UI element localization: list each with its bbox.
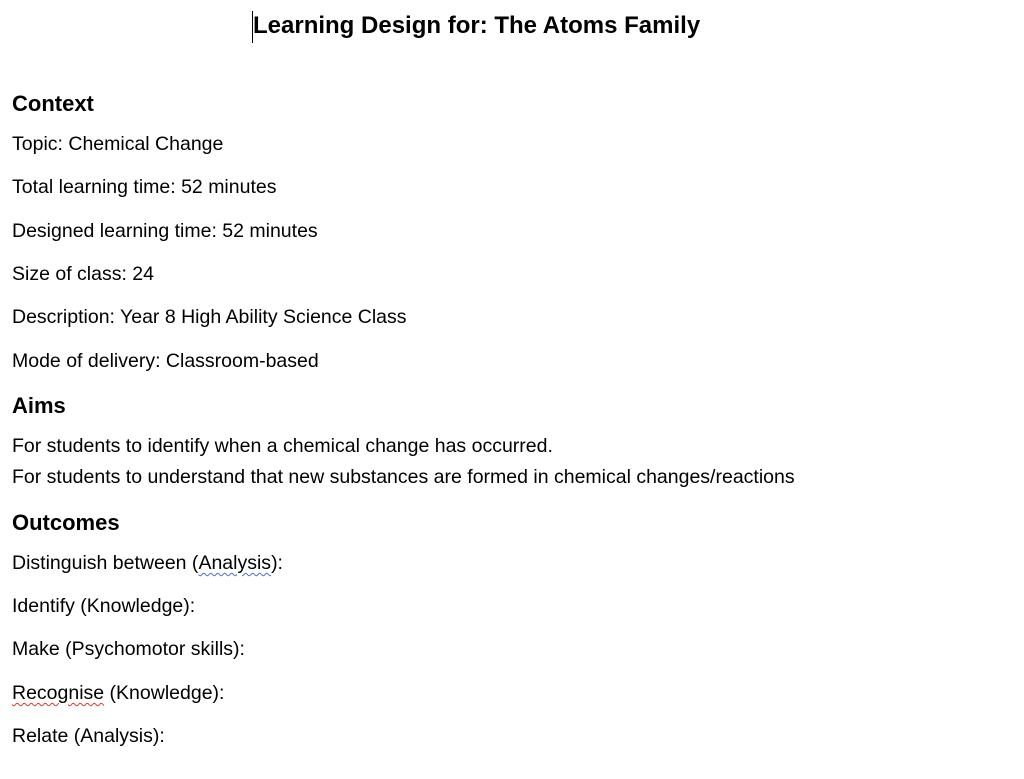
aims-heading: Aims (12, 393, 66, 418)
outcome-relate-line: Relate (Analysis): (12, 725, 165, 747)
aim-item-1: For students to identify when a chemical change has occurred. (12, 435, 553, 457)
outcome-recognise-line (12, 680, 224, 706)
total-learning-time-line: Total learning time: 52 minutes (12, 176, 277, 198)
document-title: Learning Design for: The Atoms Family (253, 12, 701, 39)
outcome-distinguish-prefix: Distinguish between ( (12, 552, 199, 574)
outcome-make-line: Make (Psychomotor skills): (12, 638, 245, 660)
outcome-identify-line: Identify (Knowledge): (12, 595, 196, 617)
outcomes-heading: Outcomes (12, 510, 120, 535)
aim-item-2: For students to understand that new substances are formed in chemical changes/reactions (12, 466, 795, 488)
outcome-distinguish-word: Analysis (198, 552, 272, 574)
description-line: Description: Year 8 High Ability Science Class (12, 306, 407, 328)
topic-line: Topic: Chemical Change (12, 133, 224, 155)
designed-learning-time-line: Designed learning time: 52 minutes (12, 220, 318, 242)
outcome-distinguish-suffix: ): (271, 552, 283, 574)
class-size-line: Size of class: 24 (12, 263, 154, 285)
outcome-recognise-suffix: (Knowledge): (104, 682, 225, 704)
outcome-distinguish-line (12, 550, 283, 576)
delivery-mode-line: Mode of delivery: Classroom-based (12, 350, 319, 372)
context-heading: Context (12, 91, 94, 116)
outcome-recognise-word: Recognise (12, 682, 105, 704)
